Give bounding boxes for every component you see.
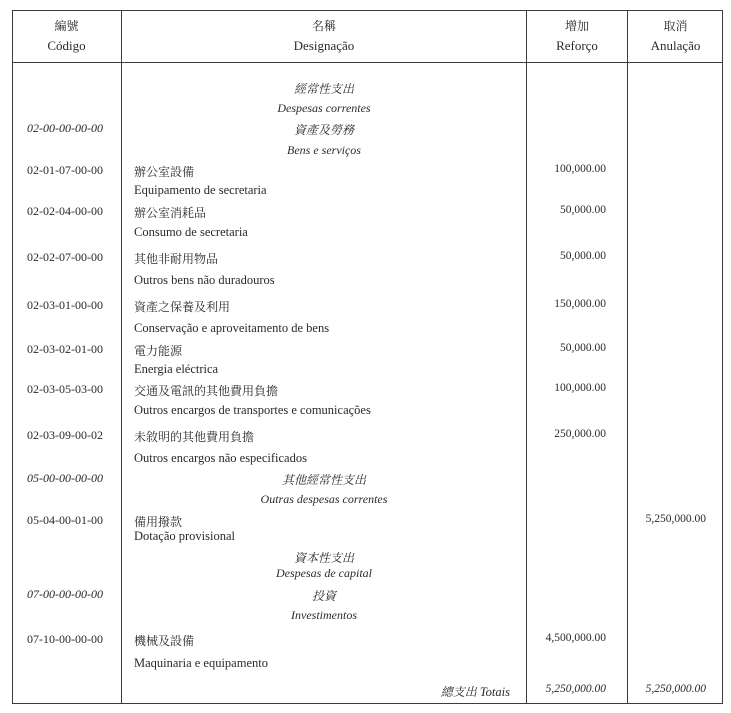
row-code: 02-03-05-03-00 — [27, 382, 103, 396]
row-code: 02-03-01-00-00 — [27, 298, 103, 312]
row-name-zh: 交通及電訊的其他費用負擔 — [134, 384, 279, 398]
header-divider — [12, 62, 723, 63]
row-name-pt: Dotação provisional — [134, 529, 236, 543]
row-code: 07-10-00-00-00 — [27, 632, 103, 646]
row-anulacao: 5,250,000.00 — [645, 513, 706, 525]
section-title-zh: 經常性支出 — [293, 82, 354, 96]
header-anulacao-pt: Anulação — [650, 38, 701, 53]
row-name-pt: Maquinaria e equipamento — [134, 656, 268, 670]
row-name-pt: Outros bens não duradouros — [134, 273, 275, 287]
row-name-zh: 辦公室消耗品 — [134, 206, 207, 220]
row-reforco: 100,000.00 — [554, 163, 606, 175]
section-title-pt: Bens e serviços — [287, 143, 361, 157]
row-code: 02-03-02-01-00 — [27, 342, 103, 356]
row-name-pt: Conservação e aproveitamento de bens — [134, 321, 330, 335]
row-reforco: 50,000.00 — [560, 250, 606, 262]
totals-reforco: 5,250,000.00 — [545, 683, 606, 695]
row-name-zh: 其他非耐用物品 — [134, 252, 219, 266]
header-anulacao — [628, 16, 723, 56]
column-divider — [627, 10, 628, 704]
section-code: 05-00-00-00-00 — [27, 471, 103, 485]
header-codigo-zh: 編號 — [54, 19, 79, 33]
row-code: 02-02-07-00-00 — [27, 250, 103, 264]
row-reforco: 100,000.00 — [554, 382, 606, 394]
row-name-zh: 電力能源 — [134, 344, 183, 358]
totals-label-pt: Totais — [479, 685, 510, 699]
section-title-zh: 其他經常性支出 — [281, 473, 366, 487]
section-code: 02-00-00-00-00 — [27, 121, 103, 135]
row-name-pt: Outros encargos de transportes e comunicações — [134, 403, 371, 417]
row-reforco: 150,000.00 — [554, 298, 606, 310]
totals-anulacao: 5,250,000.00 — [645, 683, 706, 695]
row-reforco: 4,500,000.00 — [545, 632, 606, 644]
row-code: 02-03-09-00-02 — [27, 428, 103, 442]
section-title-zh: 投資 — [311, 589, 336, 603]
header-codigo — [12, 16, 121, 56]
row-name-pt: Energia eléctrica — [134, 362, 219, 376]
header-designacao — [122, 16, 526, 56]
section-code: 07-00-00-00-00 — [27, 587, 103, 601]
row-name-zh: 辦公室設備 — [134, 165, 195, 179]
header-designacao-pt: Designação — [293, 38, 355, 53]
row-reforco: 50,000.00 — [560, 342, 606, 354]
row-code: 02-01-07-00-00 — [27, 163, 103, 177]
section-title-pt: Despesas correntes — [277, 101, 371, 115]
header-anulacao-zh: 取消 — [663, 19, 688, 33]
header-reforco — [527, 16, 627, 56]
section-title-zh: 資本性支出 — [293, 551, 354, 565]
header-reforco-zh: 增加 — [564, 19, 589, 33]
row-reforco: 250,000.00 — [554, 428, 606, 440]
section-title-zh: 資產及勞務 — [293, 123, 354, 137]
row-code: 02-02-04-00-00 — [27, 204, 103, 218]
totals-label-zh: 總支出 — [440, 685, 477, 699]
header-codigo-pt: Código — [47, 38, 86, 53]
row-name-zh: 備用撥款 — [134, 515, 183, 529]
row-reforco: 50,000.00 — [560, 204, 606, 216]
section-title-pt: Outras despesas correntes — [260, 492, 388, 506]
row-name-zh: 資產之保養及利用 — [134, 300, 231, 314]
row-name-pt: Equipamento de secretaria — [134, 183, 267, 197]
column-divider — [526, 10, 527, 704]
header-reforco-pt: Reforço — [556, 38, 598, 53]
row-code: 05-04-00-01-00 — [27, 513, 103, 527]
row-name-zh: 機械及設備 — [134, 634, 195, 648]
section-title-pt: Investimentos — [291, 608, 357, 622]
header-designacao-zh: 名稱 — [311, 19, 336, 33]
totals-label — [300, 683, 510, 700]
row-name-pt: Outros encargos não especificados — [134, 451, 307, 465]
section-title-pt: Despesas de capital — [276, 566, 372, 580]
row-name-zh: 未敘明的其他費用負擔 — [134, 430, 255, 444]
row-name-pt: Consumo de secretaria — [134, 225, 248, 239]
